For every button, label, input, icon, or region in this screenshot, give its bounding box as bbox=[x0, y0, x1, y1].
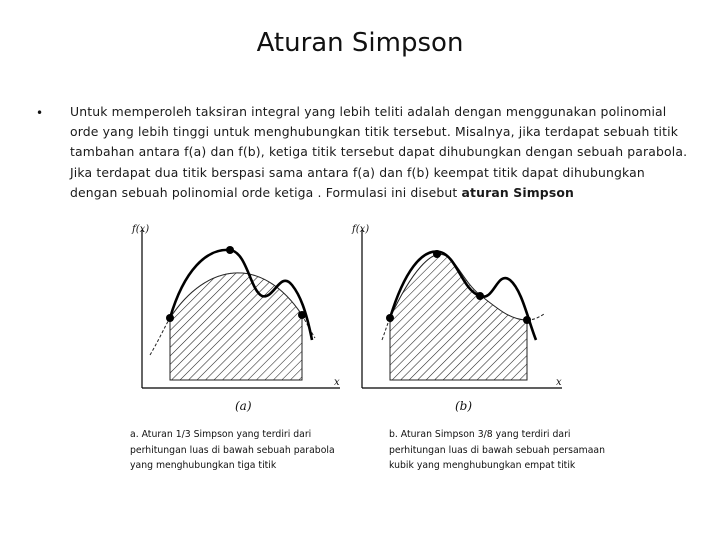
panel-b-point-b bbox=[523, 316, 531, 324]
panel-b-x-label: x bbox=[556, 377, 562, 388]
panel-b-point-2 bbox=[476, 292, 484, 300]
panel-a-x-label: x bbox=[334, 377, 340, 388]
panel-b-point-1 bbox=[433, 250, 441, 258]
panel-a-panel-label: (a) bbox=[235, 399, 252, 413]
panel-a-shaded-area bbox=[170, 273, 302, 380]
caption-b: b. Aturan Simpson 3/8 yang terdiri dari perhitungan luas di bawah sebuah persamaan kubik yang menghubungkan empat titik bbox=[389, 429, 606, 471]
paragraph-text: Untuk memperoleh taksiran integral yang lebih teliti adalah dengan menggunakan polinomial orde yang lebih tinggi untuk menghubungkan titik tersebut. Misalnya, jika terdapat sebuah titik tambahan antara f(a) dan f(b), ketiga titik tersebut dapat dihubungkan dengan sebuah parabola. Jika terdapat dua titik berspasi sama antara f(a) dan f(b) keempat titik dapat dihubungkan dengan sebuah polinomial orde ketiga . Formulasi ini disebut bbox=[70, 104, 688, 200]
paragraph-bold-term: aturan Simpson bbox=[461, 184, 574, 200]
panel-b bbox=[351, 224, 562, 413]
caption-a: a. Aturan 1/3 Simpson yang terdiri dari perhitungan luas di bawah sebuah parabola yang menghubungkan tiga titik bbox=[130, 429, 335, 471]
simpson-figure bbox=[112, 210, 572, 430]
panel-a-point-mid bbox=[226, 246, 234, 254]
slide-title: Aturan Simpson bbox=[256, 28, 464, 58]
panel-a bbox=[131, 224, 340, 413]
panel-a-y-label: f(x) bbox=[132, 224, 150, 235]
panel-a-point-a bbox=[166, 314, 174, 322]
simpson-diagram bbox=[112, 210, 572, 430]
body-paragraph bbox=[70, 102, 690, 203]
panel-a-point-b bbox=[298, 311, 306, 319]
panel-b-panel-label: (b) bbox=[455, 399, 473, 413]
bullet-marker: • bbox=[36, 106, 44, 120]
panel-b-y-label: f(x) bbox=[352, 224, 370, 235]
panel-b-point-a bbox=[386, 314, 394, 322]
